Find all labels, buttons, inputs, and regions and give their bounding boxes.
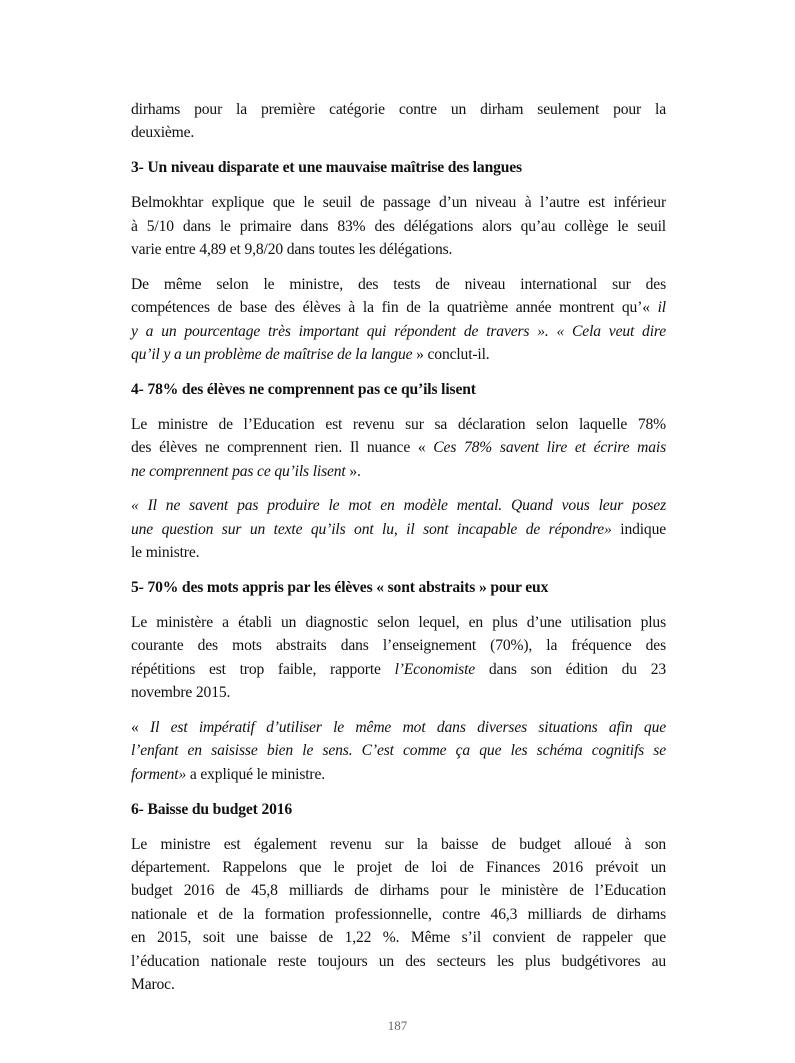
text: a expliqué le ministre. xyxy=(186,765,325,783)
text-line xyxy=(131,634,666,657)
text: Le ministre de l’Education est revenu sur sa déclaration selon laquelle 78% xyxy=(131,415,666,433)
text: 6- Baisse du budget 2016 xyxy=(131,800,293,818)
text: 5- 70% des mots appris par les élèves « sont abstraits » pour eux xyxy=(131,579,549,597)
text-line xyxy=(131,798,666,821)
text-line xyxy=(131,296,666,319)
text: à 5/10 dans le primaire dans 83% des délégations alors qu’au collège le seuil xyxy=(131,217,666,235)
italic-text: Ces 78% savent lire et écrire mais xyxy=(433,439,667,457)
text-line xyxy=(131,378,666,401)
text: varie entre 4,89 et 9,8/20 dans toutes les délégations. xyxy=(131,240,453,258)
text: Belmokhtar explique que le seuil de passage d’un niveau à l’autre est inférieur xyxy=(131,194,666,212)
text: 3- Un niveau disparate et une mauvaise maîtrise des langues xyxy=(131,159,522,177)
text-line xyxy=(131,611,666,634)
text-line xyxy=(131,413,666,436)
italic-text: Il est impératif d’utiliser le même mot dans diverses situations afin que xyxy=(150,719,667,737)
text: Le ministre est également revenu sur la baisse de budget alloué à son xyxy=(131,835,666,853)
text-line xyxy=(131,739,666,762)
text-line xyxy=(131,518,666,541)
text: l’éducation nationale reste toujours un des secteurs les plus budgétivores au xyxy=(131,952,666,970)
text: Le ministère a établi un diagnostic selon lequel, en plus d’une utilisation plus xyxy=(131,614,666,632)
text-line xyxy=(131,576,666,599)
italic-text: l’Economiste xyxy=(394,660,476,678)
italic-text: « Il ne savent pas produire le mot en modèle mental. Quand vous leur posez xyxy=(131,497,666,515)
text-line xyxy=(131,926,666,949)
section-heading xyxy=(131,156,666,179)
text-line xyxy=(131,879,666,902)
paragraph xyxy=(131,833,666,997)
italic-text: ne comprennent pas ce qu’ils lisent xyxy=(131,462,346,480)
text-line xyxy=(131,98,666,121)
text-line xyxy=(131,238,666,261)
text-line xyxy=(131,273,666,296)
text-line xyxy=(131,950,666,973)
page-number: 187 xyxy=(387,1018,408,1033)
paragraph xyxy=(131,191,666,261)
text: dans son édition du 23 xyxy=(475,660,666,678)
section-heading xyxy=(131,378,666,401)
text: répétitions est trop faible, rapporte xyxy=(131,660,395,678)
text: en 2015, soit une baisse de 1,22 %. Même s’il convient de rappeler que xyxy=(131,929,666,947)
text-line xyxy=(131,658,666,681)
text-line xyxy=(131,856,666,879)
text-line xyxy=(131,681,666,704)
text: De même selon le ministre, des tests de niveau international sur des xyxy=(131,275,666,293)
text-line xyxy=(131,833,666,856)
text-line xyxy=(131,191,666,214)
text: Maroc. xyxy=(131,976,175,993)
paragraph xyxy=(131,494,666,564)
italic-text: une question sur un texte qu’ils ont lu, il sont incapable de répondre» xyxy=(131,520,612,538)
italic-text: forment» xyxy=(131,765,187,783)
text: le ministre. xyxy=(131,544,200,562)
paragraph xyxy=(131,611,666,705)
text-line xyxy=(131,215,666,238)
text: budget 2016 de 45,8 milliards de dirhams pour le ministère de l’Education xyxy=(131,882,666,900)
text-line xyxy=(131,903,666,926)
text-line xyxy=(131,156,666,179)
text: ». xyxy=(345,462,361,480)
text-line xyxy=(131,460,666,483)
text: courante des mots abstraits dans l’enseignement (70%), la fréquence des xyxy=(131,637,666,655)
text-line xyxy=(131,716,666,739)
paragraph xyxy=(131,98,666,145)
text: département. Rappelons que le projet de loi de Finances 2016 prévoit un xyxy=(131,859,666,877)
italic-text: qu’il y a un problème de maîtrise de la langue xyxy=(131,346,413,364)
text: novembre 2015. xyxy=(131,684,231,702)
text-line xyxy=(131,320,666,343)
italic-text: il xyxy=(657,299,666,317)
text: dirhams pour la première catégorie contre un dirham seulement pour la xyxy=(131,101,666,118)
paragraph xyxy=(131,716,666,786)
italic-text: y a un pourcentage très important qui répondent de travers ». « Cela veut dire xyxy=(131,322,666,340)
italic-text: l’enfant en saisisse bien le sens. C’est comme ça que les schéma cognitifs se xyxy=(131,742,666,760)
text-line xyxy=(131,973,666,996)
text: indique xyxy=(611,520,666,538)
text-line xyxy=(131,763,666,786)
text: compétences de base des élèves à la fin de la quatrième année montrent qu’« xyxy=(131,299,658,317)
paragraph xyxy=(131,273,666,367)
text-line xyxy=(131,494,666,517)
section-heading xyxy=(131,576,666,599)
text: 4- 78% des élèves ne comprennent pas ce qu’ils lisent xyxy=(131,380,476,398)
text: nationale et de la formation professionnelle, contre 46,3 milliards de dirhams xyxy=(131,905,666,923)
section-heading xyxy=(131,798,666,821)
text: » conclut-il. xyxy=(412,346,490,364)
text: deuxième. xyxy=(131,124,195,142)
paragraph xyxy=(131,413,666,483)
text: « xyxy=(131,719,151,737)
text-line xyxy=(131,343,666,366)
text-line xyxy=(131,436,666,459)
text: des élèves ne comprennent rien. Il nuance « xyxy=(131,439,434,457)
text-line xyxy=(131,541,666,564)
text-line xyxy=(131,121,666,144)
document-body xyxy=(131,98,666,1008)
